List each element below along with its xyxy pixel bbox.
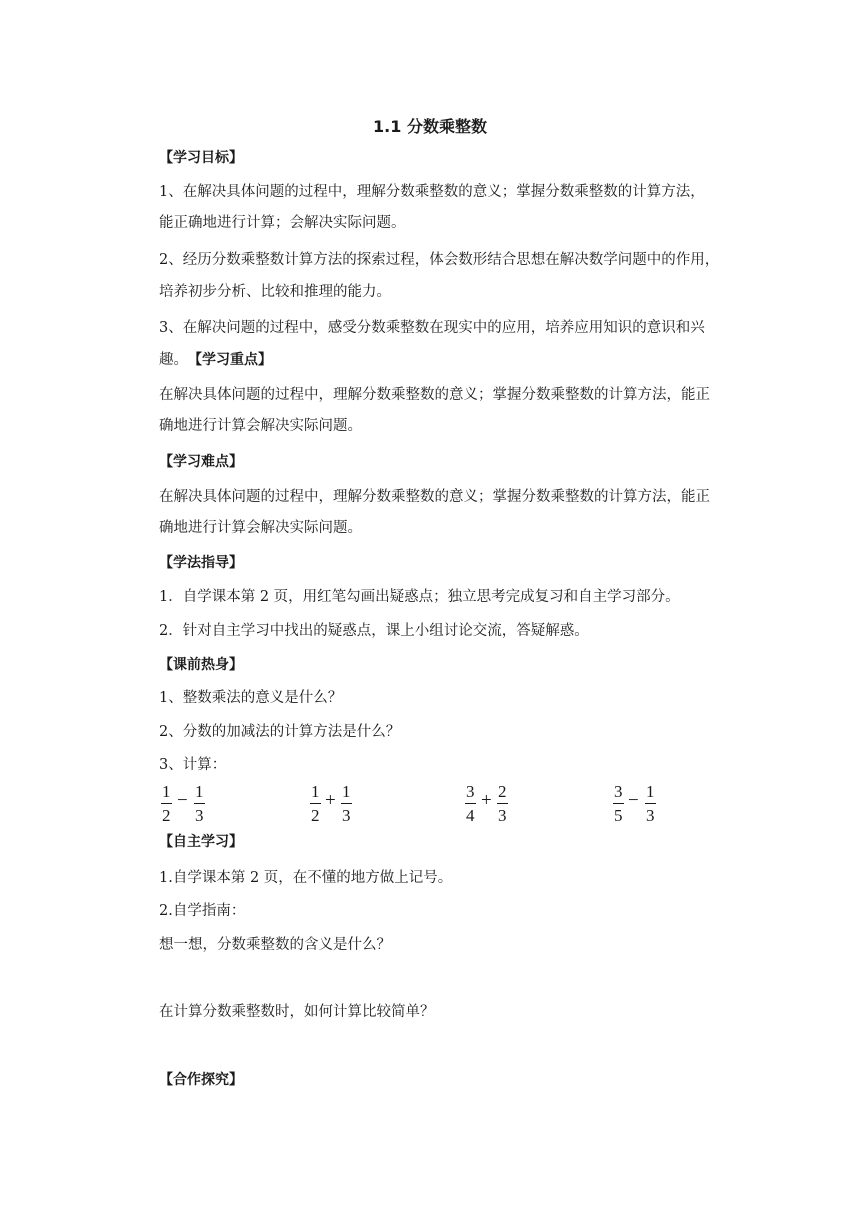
objective-2-line-2: 培养初步分析、比较和推理的能力。: [159, 284, 391, 300]
guidance-item-2: 2．针对自主学习中找出的疑惑点，课上小组讨论交流，答疑解惑。: [159, 623, 589, 639]
warmup-question-3: 3、计算：: [159, 757, 227, 773]
self-study-heading: 【自主学习】: [159, 834, 243, 850]
warmup-question-2: 2、分数的加减法的计算方法是什么？: [159, 724, 401, 740]
operator: −: [628, 790, 639, 811]
difficulties-heading: 【学习难点】: [159, 454, 243, 470]
key-points-line-1: 在解决具体问题的过程中，理解分数乘整数的意义；掌握分数乘整数的计算方法，能正: [159, 387, 710, 403]
guidance-heading: 【学法指导】: [159, 555, 243, 571]
objectives-heading: 【学习目标】: [159, 150, 243, 166]
fraction: $\frac{3}{5}$: [614, 782, 623, 825]
fraction: $\frac{1}{3}$: [646, 782, 655, 825]
difficulties-line-2: 确地进行计算会解决实际问题。: [159, 520, 362, 536]
objective-2-line-1: 2、经历分数乘整数计算方法的探索过程，体会数形结合思想在解决数学问题中的作用，: [159, 252, 720, 268]
fraction: $\frac{1}{2}$: [162, 782, 171, 825]
self-study-item-2: 2.自学指南：: [159, 903, 246, 919]
warmup-question-1: 1、整数乘法的意义是什么？: [159, 690, 343, 706]
fraction: $\frac{1}{3}$: [195, 782, 204, 825]
cooperation-heading: 【合作探究】: [159, 1072, 243, 1088]
page-title: 1.1 分数乘整数: [373, 117, 487, 136]
fraction: $\frac{1}{2}$: [311, 782, 320, 825]
objective-3-line-1: 3、在解决问题的过程中，感受分数乘整数在现实中的应用，培养应用知识的意识和兴: [159, 320, 705, 336]
difficulties-line-1: 在解决具体问题的过程中，理解分数乘整数的意义；掌握分数乘整数的计算方法，能正: [159, 489, 710, 505]
warmup-heading: 【课前热身】: [159, 657, 243, 673]
key-points-heading: 【学习重点】: [188, 352, 272, 368]
key-points-line-2: 确地进行计算会解决实际问题。: [159, 418, 362, 434]
objective-3-line-2: 趣。: [159, 352, 188, 368]
fraction: $\frac{3}{4}$: [466, 782, 475, 825]
operator: +: [325, 790, 336, 811]
guidance-item-1: 1．自学课本第 2 页，用红笔勾画出疑惑点；独立思考完成复习和自主学习部分。: [159, 589, 680, 605]
operator: −: [177, 790, 188, 811]
fraction: $\frac{1}{3}$: [342, 782, 351, 825]
operator: +: [481, 790, 492, 811]
objective-1-line-1: 1、在解决具体问题的过程中，理解分数乘整数的意义；掌握分数乘整数的计算方法，: [159, 184, 705, 200]
self-study-question-1: 想一想，分数乘整数的含义是什么？: [159, 937, 391, 953]
fraction: $\frac{2}{3}$: [498, 782, 507, 825]
self-study-question-2: 在计算分数乘整数时，如何计算比较简单？: [159, 1004, 435, 1020]
self-study-item-1: 1.自学课本第 2 页，在不懂的地方做上记号。: [159, 870, 453, 886]
objective-1-line-2: 能正确地进行计算；会解决实际问题。: [159, 215, 406, 231]
